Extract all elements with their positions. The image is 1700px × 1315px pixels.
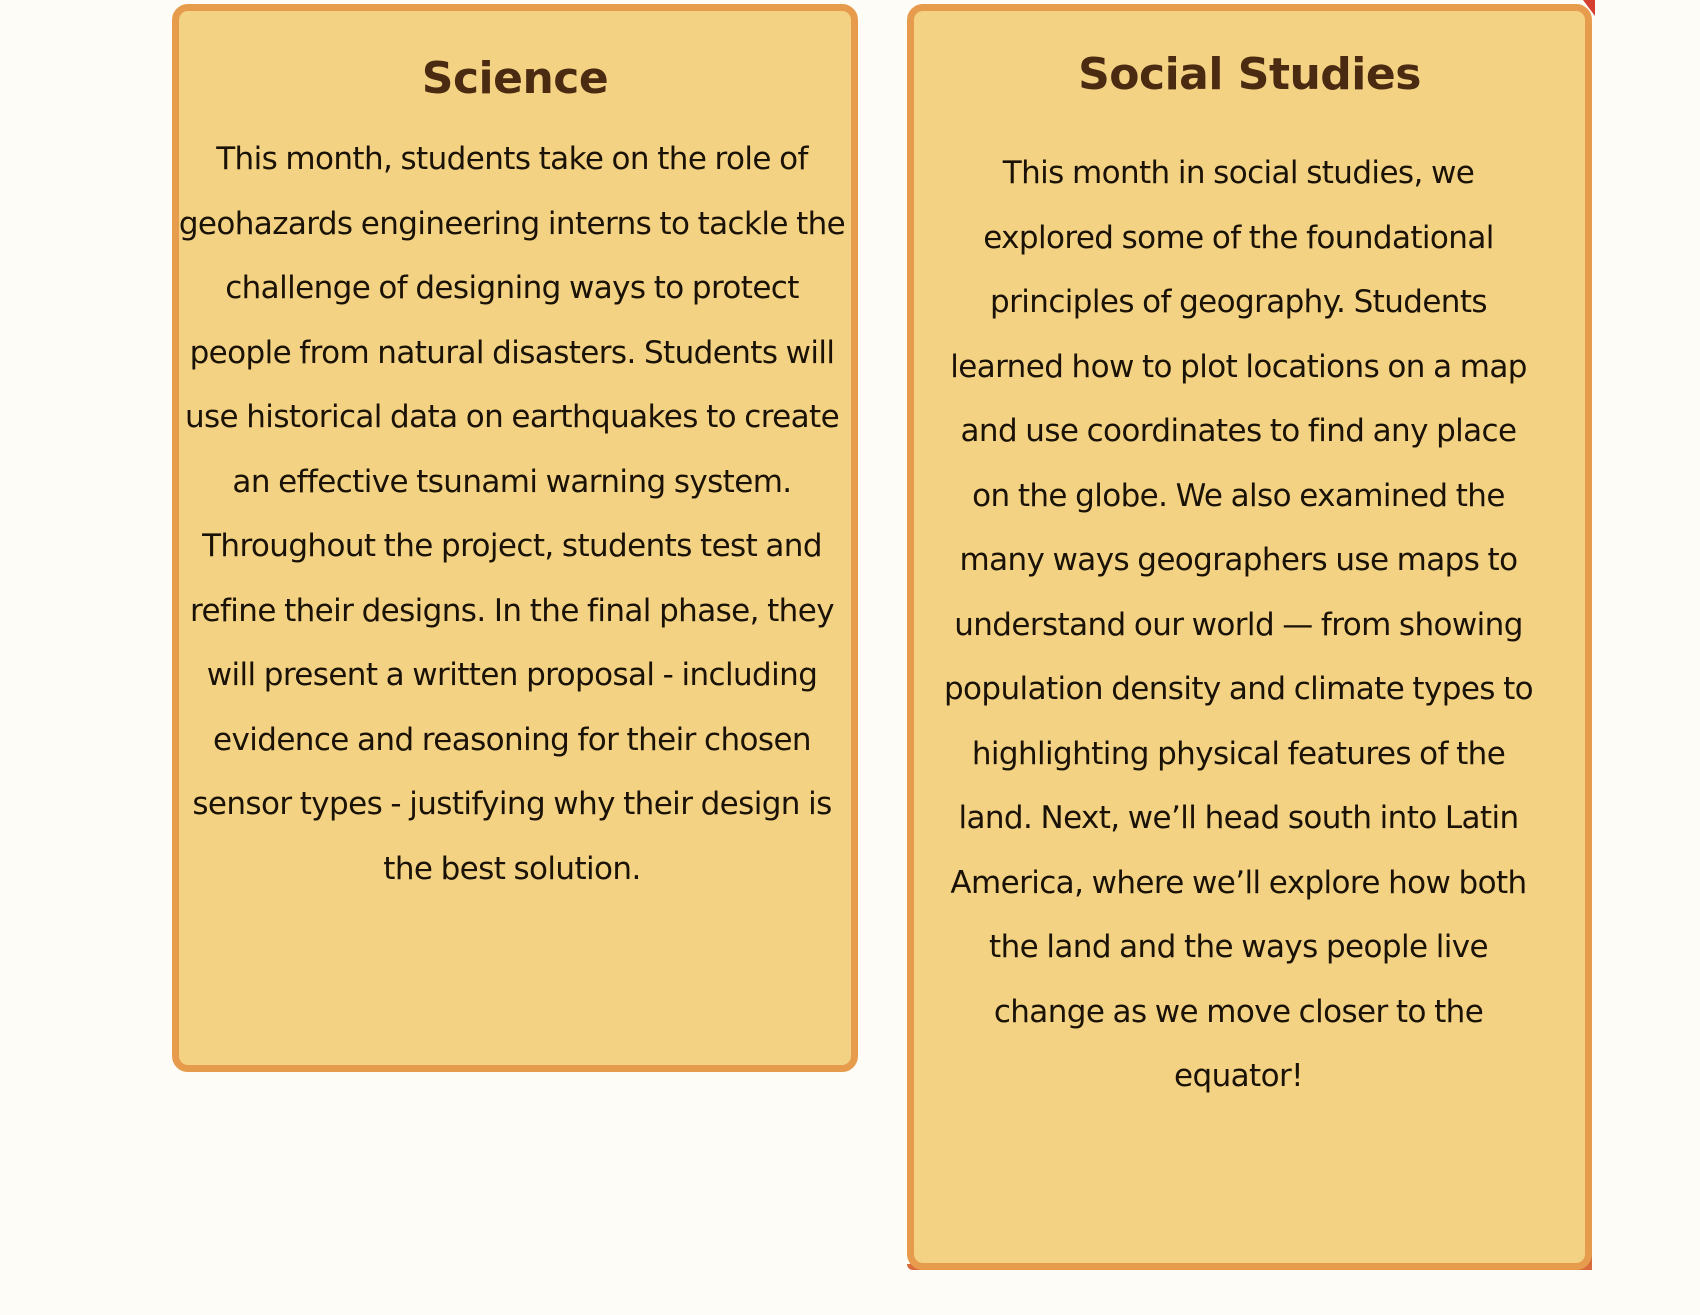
science-card: [172, 4, 858, 1072]
science-title: Science: [421, 53, 609, 104]
social-studies-body: This month in social studies, we explored some of the foundational principles of geography. Students learned how to plot locations on a map and use coordinates to find any place on the globe. We also examined the many ways geographers use maps to understand our world — from showing population density and climate types to highlighting physical features of the land. Next, we’ll head south into Latin America, where we’ll explore how both the land and the ways people live change as we move closer to the equator!: [943, 155, 1534, 1094]
science-body: This month, students take on the role of geohazards engineering interns to tackle the challenge of designing ways to protect people from natural disasters. Students will use historical data on earthquakes to create an effective tsunami warning system. Throughout the project, students test and refine their designs. In the final phase, they will present a written proposal - including evidence and reasoning for their chosen sensor types - justifying why their design is the best solution.: [178, 141, 846, 887]
social-studies-title: Social Studies: [1078, 49, 1421, 100]
social-studies-card: [907, 4, 1592, 1270]
